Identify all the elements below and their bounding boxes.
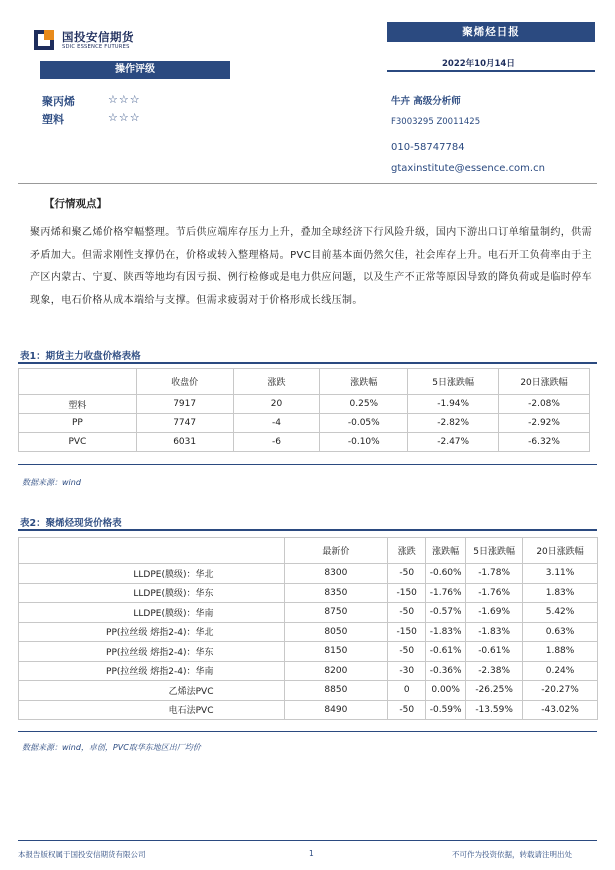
futures-price-table	[18, 368, 590, 452]
table-cell: 8200	[284, 661, 388, 681]
table1-header-cell: 收盘价	[136, 369, 233, 395]
table-cell: -13.59%	[466, 700, 523, 720]
table2-source: 数据来源：wind，卓创，PVC取华东地区出厂均价	[22, 743, 201, 752]
table-cell: 电石法PVC	[19, 700, 285, 720]
table-cell: PP(拉丝级 熔指2-4)：华东	[19, 642, 285, 662]
table1-top-rule	[18, 362, 597, 364]
table-cell: -2.82%	[408, 414, 499, 433]
table1-header-cell	[19, 369, 137, 395]
footer-divider	[18, 840, 597, 841]
report-type-banner: 聚烯烃日报	[387, 22, 595, 42]
table2-header-row	[19, 538, 598, 564]
table-cell: -30	[388, 661, 426, 681]
table-cell: -6.32%	[499, 433, 590, 452]
table-row	[19, 622, 598, 642]
rating-stars-pp: ☆☆☆	[108, 93, 141, 106]
table1-header-row	[19, 369, 590, 395]
table-cell: -2.38%	[466, 661, 523, 681]
table-cell: 3.11%	[523, 564, 598, 584]
footer-disclaimer: 不可作为投资依据，转载请注明出处	[452, 850, 572, 859]
table-cell: -4	[233, 414, 320, 433]
analyst-name: 牛卉 高级分析师	[391, 96, 461, 107]
table-row	[19, 681, 598, 701]
table-cell: 8150	[284, 642, 388, 662]
report-date: 2022年10月14日	[442, 59, 515, 69]
table2-header-cell: 5日涨跌幅	[466, 538, 523, 564]
table-cell: -1.94%	[408, 395, 499, 414]
table-cell: PP(拉丝级 熔指2-4)：华南	[19, 661, 285, 681]
table-row	[19, 700, 598, 720]
table-cell: 7917	[136, 395, 233, 414]
table-row	[19, 661, 598, 681]
analyst-email: gtaxinstitute@essence.com.cn	[391, 163, 545, 174]
table-cell: -26.25%	[466, 681, 523, 701]
table-cell: 8350	[284, 583, 388, 603]
company-name-en: SDIC ESSENCE FUTURES	[62, 44, 130, 50]
table-cell: 5.42%	[523, 603, 598, 623]
table-cell: -2.08%	[499, 395, 590, 414]
table-cell: 8490	[284, 700, 388, 720]
table1-header-cell: 涨跌	[233, 369, 320, 395]
table-cell: -6	[233, 433, 320, 452]
table-cell: 0	[388, 681, 426, 701]
company-logo-icon	[34, 30, 54, 50]
table-row	[19, 414, 590, 433]
table-cell: 8050	[284, 622, 388, 642]
table-cell: -20.27%	[523, 681, 598, 701]
table-row	[19, 603, 598, 623]
company-name-cn: 国投安信期货	[62, 30, 134, 44]
footer-copyright: 本报告版权属于国投安信期货有限公司	[18, 850, 146, 859]
table-cell: PP	[19, 414, 137, 433]
rating-title-bar: 操作评级	[40, 61, 230, 79]
table-row	[19, 395, 590, 414]
table-cell: 6031	[136, 433, 233, 452]
market-view-text: 聚丙烯和聚乙烯价格窄幅整理。节后供应端库存压力上升，叠加全球经济下行风险升级，国内下游出口订单缩量制约，供需矛盾加大。但需求刚性支撑仍在，价格或转入整理格局。PVC目前基本面仍然欠佳，社会库存上升。电石开工负荷率由于主产区内蒙古、宁夏、陕西等地均有因亏损、例行检修或是电力供应问题，以及生产不正常等原因导致的降负荷或是临时停车现象，电石价格从成本端给与支撑。但需求疲弱对于价格形成长线压制。	[30, 227, 592, 306]
table-cell: LLDPE(膜级)：华东	[19, 583, 285, 603]
table-row	[19, 433, 590, 452]
table2-header-cell: 20日涨跌幅	[523, 538, 598, 564]
table-cell: 8750	[284, 603, 388, 623]
table-row	[19, 564, 598, 584]
table-cell: -2.92%	[499, 414, 590, 433]
table-row	[19, 583, 598, 603]
table-cell: 0.00%	[426, 681, 466, 701]
page-number: 1	[309, 849, 314, 858]
table-cell: -1.76%	[466, 583, 523, 603]
table-cell: -150	[388, 583, 426, 603]
table-cell: PP(拉丝级 熔指2-4)：华北	[19, 622, 285, 642]
table-cell: 8300	[284, 564, 388, 584]
table-cell: -150	[388, 622, 426, 642]
table-cell: 1.88%	[523, 642, 598, 662]
table-cell: 塑料	[19, 395, 137, 414]
table2-header-cell	[19, 538, 285, 564]
table-row	[19, 642, 598, 662]
table-cell: -1.69%	[466, 603, 523, 623]
table-cell: 乙烯法PVC	[19, 681, 285, 701]
spot-price-table	[18, 537, 598, 720]
table-cell: -0.60%	[426, 564, 466, 584]
table1-header-cell: 5日涨跌幅	[408, 369, 499, 395]
table-cell: 0.25%	[320, 395, 408, 414]
table-cell: -0.36%	[426, 661, 466, 681]
table-cell: -43.02%	[523, 700, 598, 720]
table2-header-cell: 涨跌	[388, 538, 426, 564]
table1-header-cell: 涨跌幅	[320, 369, 408, 395]
section-divider	[18, 183, 597, 184]
table2-top-rule	[18, 529, 597, 531]
table-cell: -50	[388, 564, 426, 584]
table-cell: -0.61%	[426, 642, 466, 662]
table-cell: -0.05%	[320, 414, 408, 433]
table-cell: 0.24%	[523, 661, 598, 681]
table1-title: 表1：期货主力收盘价格表格	[20, 351, 141, 362]
table-cell: -0.57%	[426, 603, 466, 623]
table-cell: PVC	[19, 433, 137, 452]
header-divider	[387, 70, 595, 72]
table-cell: -50	[388, 700, 426, 720]
table-cell: -1.76%	[426, 583, 466, 603]
table-cell: -0.10%	[320, 433, 408, 452]
table-cell: 20	[233, 395, 320, 414]
table1-source: 数据来源：wind	[22, 478, 81, 487]
rating-product-pe: 塑料	[42, 113, 64, 126]
market-view-heading: 【行情观点】	[44, 198, 107, 210]
table-cell: -1.78%	[466, 564, 523, 584]
analyst-phone: 010-58747784	[391, 142, 465, 153]
rating-stars-pe: ☆☆☆	[108, 111, 141, 124]
table2-header-cell: 涨跌幅	[426, 538, 466, 564]
table1-bottom-rule	[18, 464, 597, 465]
table-cell: 0.63%	[523, 622, 598, 642]
table-cell: LLDPE(膜级)：华北	[19, 564, 285, 584]
table-cell: -1.83%	[466, 622, 523, 642]
table-cell: -0.61%	[466, 642, 523, 662]
analyst-cert: F3003295 Z0011425	[391, 117, 481, 127]
table-cell: LLDPE(膜级)：华南	[19, 603, 285, 623]
table-cell: -1.83%	[426, 622, 466, 642]
table-cell: -0.59%	[426, 700, 466, 720]
table-cell: -50	[388, 603, 426, 623]
table-cell: 7747	[136, 414, 233, 433]
table-cell: -50	[388, 642, 426, 662]
rating-product-pp: 聚丙烯	[42, 95, 75, 108]
table2-title: 表2：聚烯烃现货价格表	[20, 518, 122, 529]
table2-bottom-rule	[18, 731, 597, 732]
table2-header-cell: 最新价	[284, 538, 388, 564]
table1-header-cell: 20日涨跌幅	[499, 369, 590, 395]
table-cell: 8850	[284, 681, 388, 701]
table-cell: -2.47%	[408, 433, 499, 452]
table-cell: 1.83%	[523, 583, 598, 603]
